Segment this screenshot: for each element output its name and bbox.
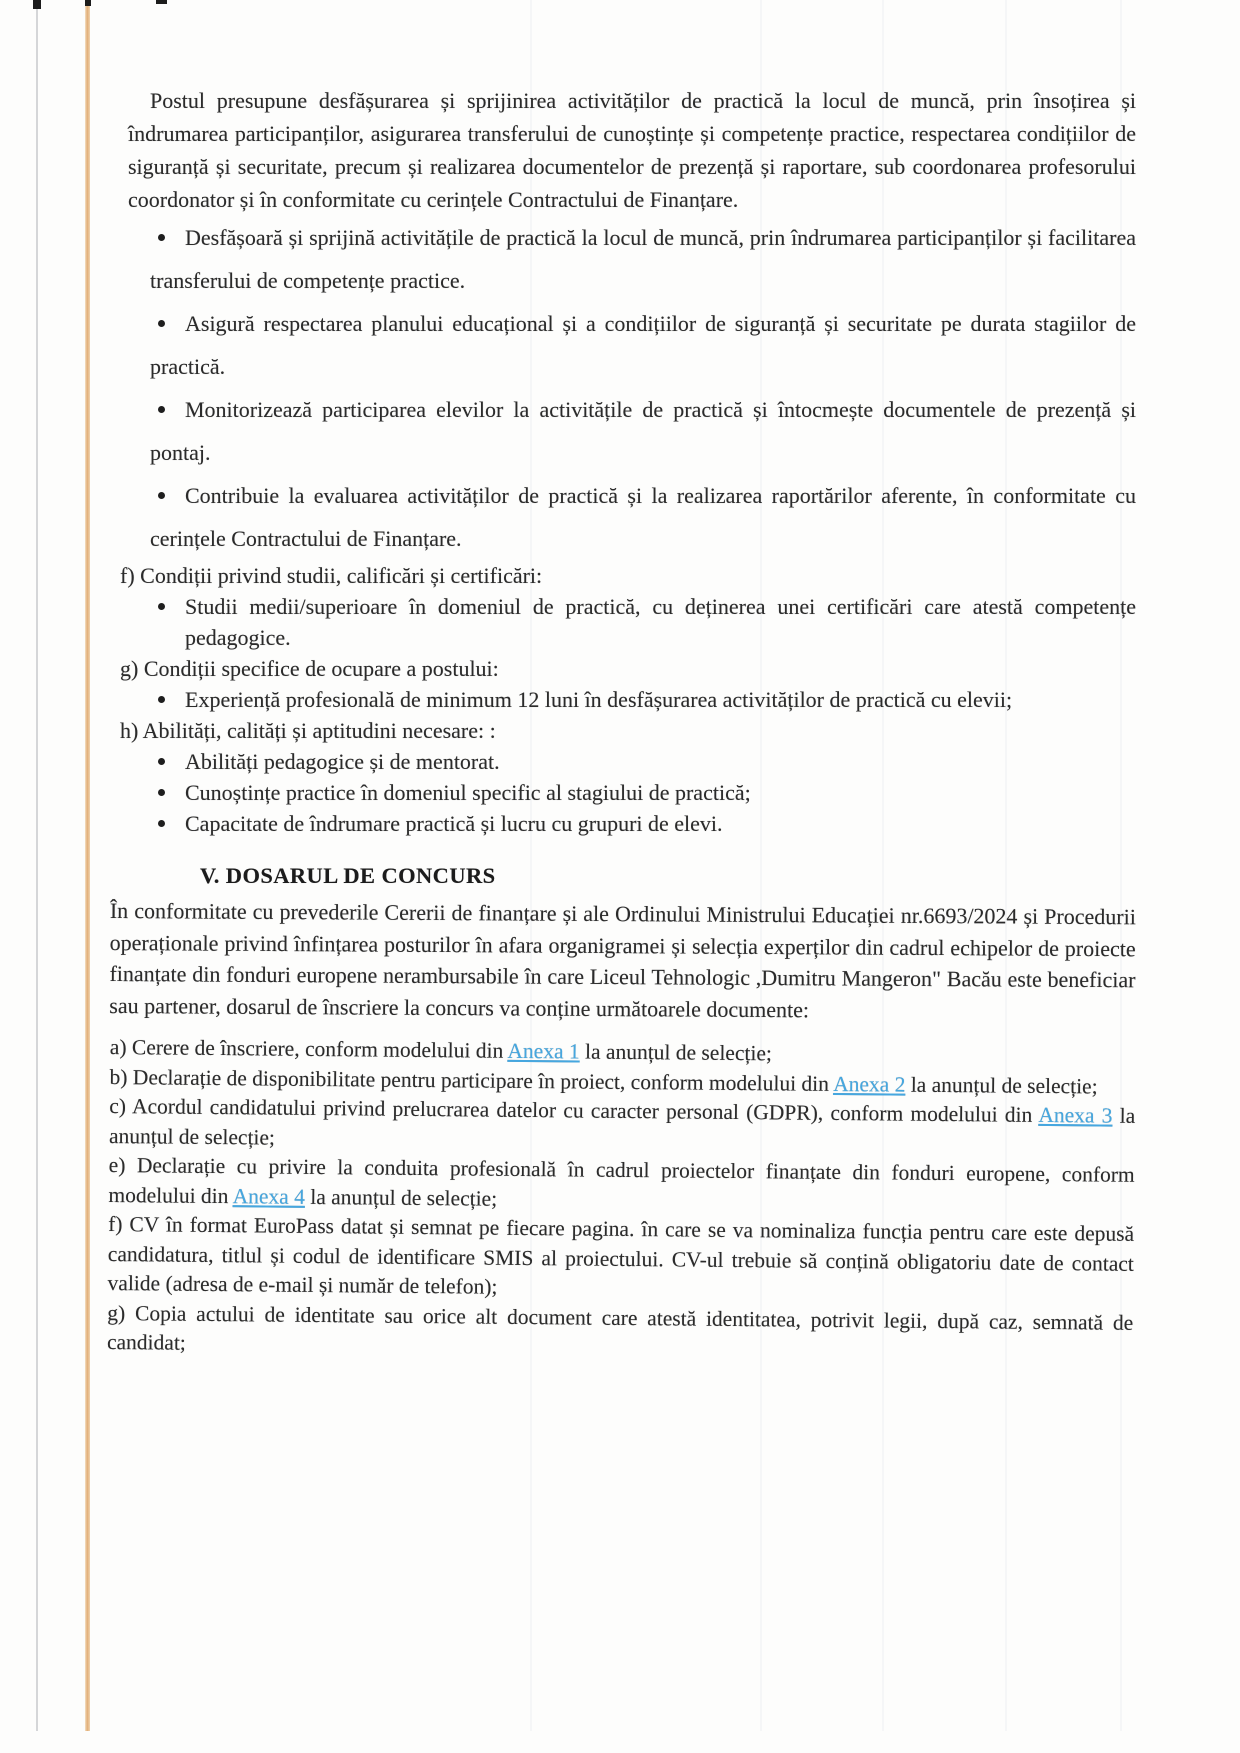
condition-item [120,684,1136,715]
conditions-section-f [110,560,1136,653]
bullet-icon [158,820,165,827]
condition-item [120,808,1136,839]
document-text: g) Copia actului de identitate sau orice alt document care atestă identitatea, potrivit legii, după caz, semnată de candidat; [106,1300,1134,1355]
conditions-section-h [110,715,1136,839]
condition-title: g) Condiții specifice de ocupare a postului: [120,656,499,681]
document-text: la anunțul de selecție; [108,1103,1136,1150]
condition-text: Experiență profesională de minimum 12 luni în desfășurarea activităților de practică cu elevii; [185,687,1013,712]
documents-list [107,1033,1136,1367]
document-item-f [107,1210,1134,1308]
duty-item [150,302,1136,388]
conditions-section-g [110,653,1136,715]
duty-item [150,474,1136,560]
duty-text: Contribuie la evaluarea activităților de practică și la realizarea raportărilor aferente, în conformitate cu cerințele Contractului de Finanțare. [150,483,1136,551]
section-heading-dosar: V. DOSARUL DE CONCURS [200,863,496,888]
document-text: c) Acordul candidatului privind prelucrarea datelor cu caracter personal (GDPR), conform modelului din [109,1093,1039,1127]
document-text: a) Cerere de înscriere, conform modelului din [109,1034,508,1063]
scan-top-mark [33,0,41,9]
document-item-g [107,1298,1134,1367]
bullet-icon [158,234,165,241]
condition-item [120,591,1136,653]
condition-text: Cunoștințe practice în domeniul specific al stagiului de practică; [185,780,751,805]
anexa-2-link[interactable]: Anexa 2 [833,1071,906,1097]
document-text: la anunțul de selecție; [579,1039,773,1066]
document-text: f) CV în format EuroPass datat și semnat pe fiecare pagina. în care se va nominaliza funcția pentru care este depusă candidatura, titlul și codul de identificare SMIS al proiectului. CV-ul trebuie să conțină obligatoriu date de contact valide (adresa de e-mail și număr de telefon); [107,1211,1135,1299]
document-text: la anunțul de selecție; [304,1184,498,1211]
duty-text: Asigură respectarea planului educațional și a condițiilor de siguranță și securitate pe durata stagiilor de practică. [150,311,1136,379]
condition-item [120,777,1136,808]
document-text: e) Declarație cu privire la conduita profesională în cadrul proiectelor finanțate din fonduri europene, conform modelului din [108,1152,1135,1208]
bullet-icon [158,603,165,610]
document-body [106,0,1136,1358]
scan-edge-line [36,0,38,1731]
bullet-icon [158,758,165,765]
bullet-icon [158,492,165,499]
anexa-4-link[interactable]: Anexa 4 [232,1183,306,1209]
condition-title: f) Condiții privind studii, calificări și certificări: [120,563,543,588]
document-text: la anunțul de selecție; [905,1072,1098,1098]
condition-text: Studii medii/superioare în domeniul de practică, cu deținerea unei certificări care atestă competențe pedagogice. [185,594,1136,650]
duty-item [150,388,1136,474]
document-item-c [109,1092,1136,1161]
document-text: b) Declarație de disponibilitate pentru participare în proiect, conform modelului din [109,1064,834,1096]
duties-list [150,216,1136,560]
anexa-1-link[interactable]: Anexa 1 [507,1038,580,1064]
bullet-icon [158,789,165,796]
condition-text: Abilități pedagogice și de mentorat. [185,749,500,774]
condition-item [120,746,1136,777]
bullet-icon [158,406,165,413]
intro-paragraph: Postul presupune desfășurarea și sprijinirea activităților de practică la locul de muncă, prin însoțirea și îndrumarea participanților, asigurarea transferului de cunoștințe și competențe practice, respectarea condițiilor de siguranță și securitate, precum și realizarea documentelor de prezență și raportare, sub coordonarea profesorului coordonator și în conformitate cu cerințele Contractului de Finanțare. [128,88,1136,212]
scan-accent-line [85,0,90,1731]
scan-top-mark [85,0,91,6]
document-item-e [108,1151,1135,1220]
dosar-intro-paragraph: În conformitate cu prevederile Cererii de finanțare și ale Ordinului Ministrului Educației nr.6693/2024 și Procedurii operaționale privind înfințarea posturilor în afara organigramei și selecția experților din cadrul echipelor de proiecte finanțate din fonduri europene nerambursabile în care Liceul Tehnologic ,Dumitru Mangeron" Bacău este beneficiar sau partener, dosarul de înscriere la concurs va conține următoarele documente: [109,897,1136,1022]
anexa-3-link[interactable]: Anexa 3 [1038,1102,1113,1128]
duty-text: Desfășoară și sprijină activitățile de practică la locul de muncă, prin îndrumarea participanților și facilitarea transferului de competențe practice. [150,225,1136,293]
duty-item [150,216,1136,302]
duty-text: Monitorizează participarea elevilor la activitățile de practică și întocmește documentele de prezență și pontaj. [150,397,1136,465]
condition-title: h) Abilități, calități și aptitudini necesare: : [120,718,496,743]
bullet-icon [158,696,165,703]
bullet-icon [158,320,165,327]
condition-text: Capacitate de îndrumare practică și lucru cu grupuri de elevi. [185,811,723,836]
